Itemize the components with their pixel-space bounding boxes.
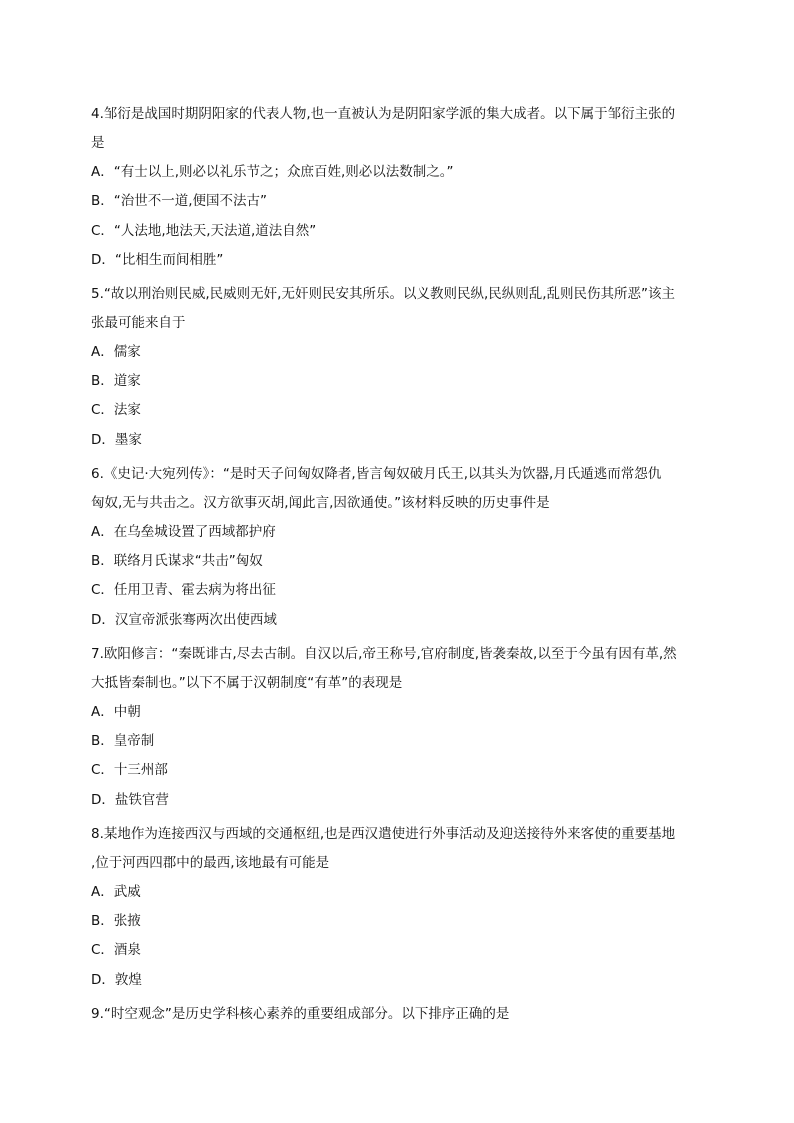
question-6-stem-line-2: 匈奴,无与共击之。汉方欲事灭胡,闻此言,因欲通使。”该材料反映的历史事件是 — [91, 495, 550, 511]
question-4-option-b: B．“治世不一道,便国不法古” — [91, 193, 268, 209]
question-5-option-a: A．儒家 — [91, 344, 141, 360]
question-4-stem-line-1: 4.邹衍是战国时期阴阳家的代表人物,也一直被认为是阴阳家学派的集大成者。以下属于邹衍主张的 — [91, 106, 676, 122]
question-4-option-d: D．“比相生而间相胜” — [91, 252, 224, 268]
question-7-stem-line-2: 大抵皆秦制也。”以下不属于汉朝制度“有革”的表现是 — [91, 675, 403, 691]
question-6-option-d: D．汉宣帝派张骞两次出使西域 — [91, 612, 277, 628]
question-4-stem-line-2: 是 — [91, 135, 105, 151]
question-7-stem-line-1: 7.欧阳修言：“秦既诽古,尽去古制。自汉以后,帝王称号,官府制度,皆袭秦故,以至于今虽有因有革,然 — [91, 646, 677, 662]
question-6-option-c: C．任用卫青、霍去病为将出征 — [91, 582, 276, 598]
question-6-option-b: B．联络月氏谋求“共击”匈奴 — [91, 553, 263, 569]
question-7-option-d: D．盐铁官营 — [91, 792, 169, 808]
question-8-option-c: C．酒泉 — [91, 942, 141, 958]
question-5-stem-line-2: 张最可能来自于 — [91, 315, 186, 331]
question-8-option-b: B．张掖 — [91, 913, 141, 929]
question-5-option-b: B．道家 — [91, 373, 141, 389]
question-7-option-b: B．皇帝制 — [91, 733, 155, 749]
question-4-option-c: C．“人法地,地法天,天法道,道法自然” — [91, 223, 317, 239]
question-6-stem-line-1: 6.《史记·大宛列传》：“是时天子问匈奴降者,皆言匈奴破月氏王,以其头为饮器,月氏遁逃而常怨仇 — [91, 466, 662, 482]
question-7-option-a: A．中朝 — [91, 704, 141, 720]
question-8-stem-line-1: 8.某地作为连接西汉与西域的交通枢纽,也是西汉遣使进行外事活动及迎送接待外来客使的重要基地 — [91, 826, 676, 842]
question-8-option-a: A．武威 — [91, 884, 141, 900]
question-5-stem-line-1: 5.“故以刑治则民威,民威则无奸,无奸则民安其所乐。以义教则民纵,民纵则乱,乱则民伤其所恶”该主 — [91, 286, 676, 302]
question-5-option-d: D．墨家 — [91, 432, 142, 448]
question-8-stem-line-2: ,位于河西四郡中的最西,该地最有可能是 — [91, 855, 330, 871]
question-8-option-d: D．敦煌 — [91, 972, 142, 988]
question-7-option-c: C．十三州部 — [91, 762, 168, 778]
question-6-option-a: A．在乌垒城设置了西域都护府 — [91, 524, 276, 540]
question-4-option-a: A．“有士以上,则必以礼乐节之；众庶百姓,则必以法数制之。” — [91, 164, 454, 180]
question-9-stem-line-1: 9.“时空观念”是历史学科核心素养的重要组成部分。以下排序正确的是 — [91, 1006, 510, 1022]
question-5-option-c: C．法家 — [91, 402, 141, 418]
